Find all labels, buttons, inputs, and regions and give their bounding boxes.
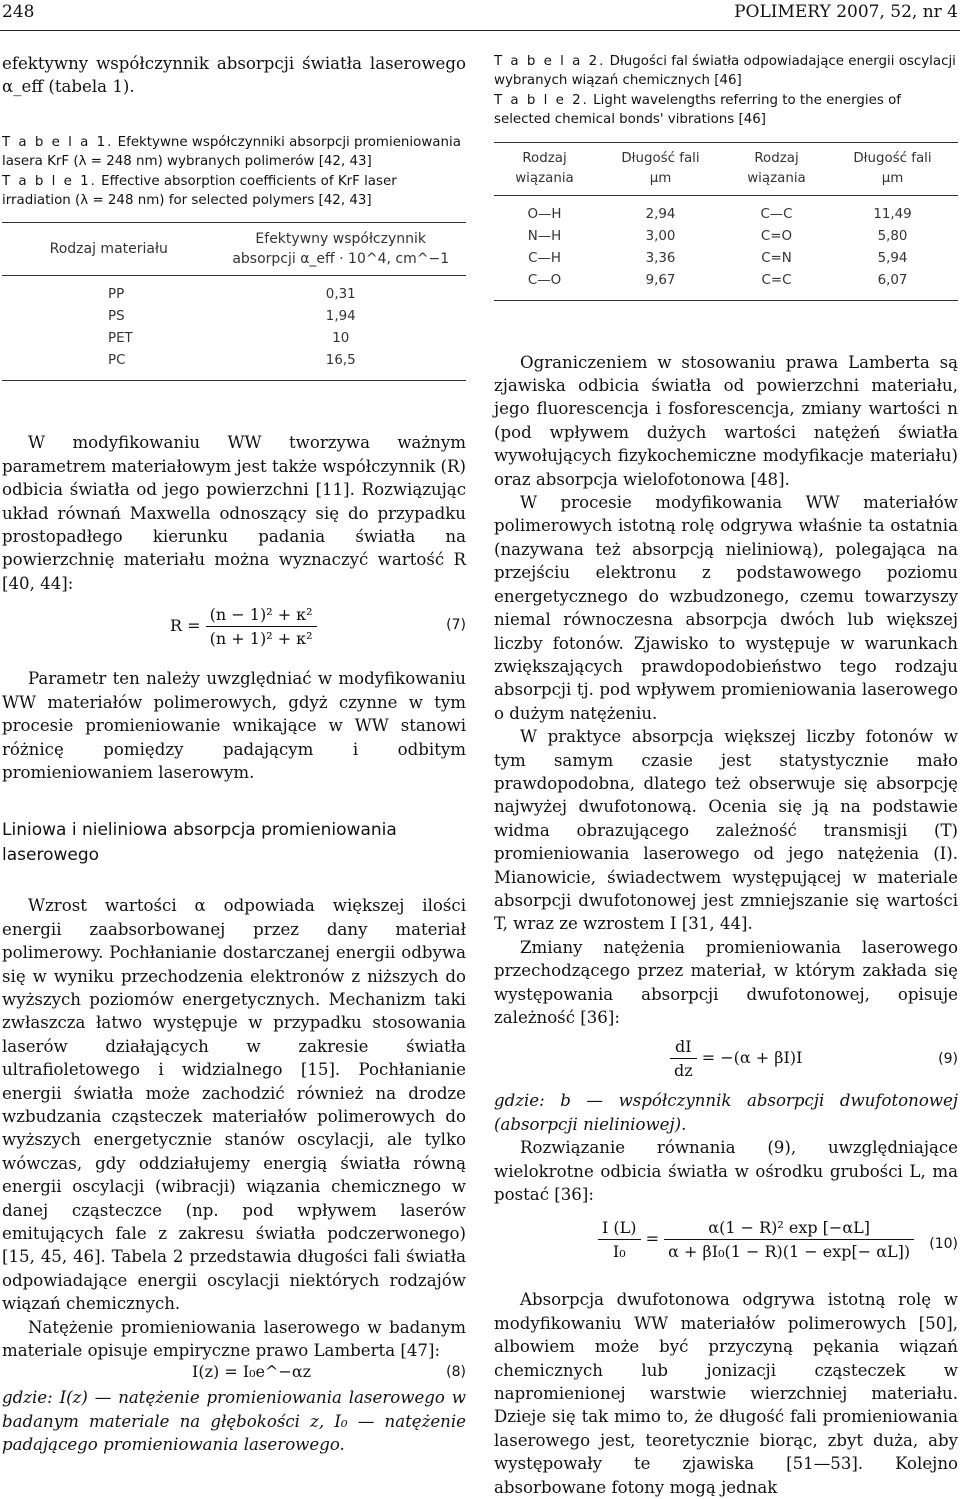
equation-8: I(z) = I₀e^−αz (8) bbox=[192, 1362, 466, 1382]
table1-label-en: T a b l e 1. bbox=[2, 173, 97, 189]
table2-header: Długość fali μm bbox=[827, 142, 958, 195]
table-row: PET 10 bbox=[108, 331, 350, 347]
paragraph: Rozwiązanie równania (9), uwzględniające wielokrotne odbicia światła w ośrodku grubości L, ma postać [36]: bbox=[494, 1138, 958, 1205]
paragraph: Parametr ten należy uwzględniać w modyfikowaniu WW materiałów polimerowych, gdyż czynne w tym procesie promieniowanie wnikające w WW stanowi różnicę pomiędzy padającym i odbitym promieniowaniem laserowym. bbox=[2, 669, 466, 782]
equation-number: (7) bbox=[446, 617, 466, 634]
page-number: 248 bbox=[2, 2, 35, 22]
table2-label-pl: T a b e l a 2. bbox=[494, 54, 606, 69]
section-title: Liniowa i nieliniowa absorpcja promieniowania laserowego bbox=[2, 820, 397, 866]
equation-7: R = $\frac{\text{(n − 1)² + κ²}}{\text{(n + 1)² + κ²}}$ (7) bbox=[170, 605, 466, 649]
table1 bbox=[2, 222, 466, 381]
table-row: O—H 2,94 C—C 11,49 bbox=[527, 206, 912, 222]
table2-header: Rodzaj wiązania bbox=[494, 142, 595, 195]
table1-caption bbox=[2, 133, 466, 211]
page-header bbox=[0, 0, 960, 31]
equation-9: $\frac{dI}{dz}$ = −(α + βI)I (9) bbox=[494, 1035, 958, 1089]
equation-number: (8) bbox=[446, 1364, 466, 1381]
equation-number: (10) bbox=[929, 1236, 958, 1253]
right-column bbox=[494, 52, 958, 1499]
table-row: PP 0,31 bbox=[108, 287, 356, 303]
paragraph: Natężenie promieniowania laserowego w badanym materiale opisuje empiryczne prawo Lamberta [47]: bbox=[2, 1317, 466, 1361]
table1-header-material: Rodzaj materiału bbox=[2, 223, 215, 276]
left-column bbox=[2, 52, 466, 1457]
table-row: PS 1,94 bbox=[108, 309, 356, 325]
table-row: PC 16,5 bbox=[2, 350, 466, 381]
table2-caption bbox=[494, 52, 958, 130]
intro-text: efektywny współczynnik absorpcji światła laserowego α_eff (tabela 1). bbox=[2, 54, 466, 97]
table-row: C—O 9,67 C=C 6,07 bbox=[494, 270, 958, 301]
table1-caption-en: Effective absorption coefficients of KrF laser irradiation (λ = 248 nm) for selected polymers [42, 43] bbox=[2, 173, 397, 209]
table-row: N—H 3,00 C=O 5,80 bbox=[527, 228, 908, 244]
paragraph: W praktyce absorpcja większej liczby fotonów w tym samym czasie jest statystycznie mało prawdopodobna, dlatego też obserwuje się absorpcję najwyżej dwufotonową. Ocenia się ją na podstawie widma obrazującego zależność transmisji (T) promieniowania laserowego od jego natężenia (I). Mianowicie, świadectwem występującej w materiale absorpcji dwufotonowej jest zmniejszanie się wartości T, wraz ze wzrostem I [31, 44]. bbox=[494, 727, 958, 934]
equation-10: $\frac{I (L)}{\text{I₀}}$ = $\frac{\text{α(1 − R)² exp [−αL]}}{\text{α + βI₀(1 − R)(1 − exp[− αL])}}$ (10) bbox=[494, 1214, 958, 1280]
paragraph: W modyfikowaniu WW tworzywa ważnym parametrem materiałowym jest także współczynnik (R) odbicia światła od jego powierzchni [11]. Rozwiązując układ równań Maxwella odnoszący się do przypadku prostopadłego kierunku padania światła na powierzchnię materiału można wyznaczyć wartość R [40, 44]: bbox=[2, 433, 466, 593]
paragraph: Wzrost wartości α odpowiada większej ilości energii zaabsorbowanej przez dany materiał polimerowy. Pochłanianie dostarczanej energii odbywa się w wyniku przechodzenia elektronów z niższych do wyższych poziomów energetycznych. Mechanizm taki zwłaszcza łatwo występuje w przypadku stosowania laserów działających w zakresie światła ultrafioletowego i widzialnego [15]. Pochłanianie energii światła może zachodzić również na drodze wzbudzania cząsteczek materiałów polimerowych do wyższych energetycznie stanów oscylacji, ale tylko wówczas, gdy oddziałujemy energią światła równą energii oscylacji (wibracji) wiązania chemicznego w danej cząsteczce (np. pod wpływem laserów emitujących fale z zakresu światła podczerwonego) [15, 45, 46]. Tabela 2 przedstawia długości fali światła odpowiadające energii oscylacji niektórych rodzajów wiązań chemicznych. bbox=[2, 896, 466, 1314]
table2-header: Rodzaj wiązania bbox=[726, 142, 827, 195]
table1-header-coefficient: Efektywny współczynnik absorpcji α_eff · 10^4, cm^−1 bbox=[215, 223, 466, 276]
table2 bbox=[494, 142, 958, 301]
table1-label-pl: T a b e l a 1. bbox=[2, 134, 114, 150]
paragraph: W procesie modyfikowania WW materiałów polimerowych istotną rolę odgrywa właśnie ta ostatnia (nazywana też absorpcją nieliniową), polegająca na przejściu elektronu z podstawowego poziomu energetycznego do wzbudzonego, czemu towarzyszy niemal równoczesna absorpcja dwóch lub większej liczby fotonów. Zjawisko to występuje w warunkach zwiększających prawdopodobieństwo tego rodzaju absorpcji tj. pod wpływem promieniowania laserowego o dużym natężeniu. bbox=[494, 493, 958, 723]
paragraph: Ograniczeniem w stosowaniu prawa Lamberta są zjawiska odbicia światła od powierzchni materiału, jego fluorescencja i fosforescencja, zmiany wartości n (pod wpływem dużych wartości natężeń światła wywołujących fizykochemiczne modyfikacje materiału) oraz absorpcja wielofotonowa [48]. bbox=[494, 352, 958, 489]
where-text: gdzie: b — współczynnik absorpcji dwufotonowej (absorpcji nieliniowej). bbox=[494, 1091, 958, 1134]
table2-label-en: T a b l e 2. bbox=[494, 92, 589, 108]
table2-caption-pl: Długości fal światła odpowiadające energii oscylacji wybranych wiązań chemicznych [46] bbox=[494, 54, 956, 89]
paragraph: Absorpcja dwufotonowa odgrywa istotną rolę w modyfikowaniu WW materiałów polimerowych [50], albowiem może być przyczyną pękania wiązań chemicznych lub jonizacji cząsteczek w napromienionej warstwie wierzchniej materiału. Dzieje się tak mimo to, że długość fali promieniowania laserowego jest, teoretycznie biorąc, zbyt duża, aby występowały te zjawiska [51—53]. Kolejno absorbowane fotony mogą jednak bbox=[494, 1290, 958, 1497]
paragraph: Zmiany natężenia promieniowania laserowego przechodzącego przez materiał, w którym zakłada się występowania absorpcji dwufotonowej, opisuje zależność [36]: bbox=[494, 937, 958, 1027]
table1-caption-pl: Efektywne współczynniki absorpcji promieniowania lasera KrF (λ = 248 nm) wybranych polimerów [42, 43] bbox=[2, 134, 461, 170]
table2-header: Długość fali μm bbox=[595, 142, 726, 195]
equation-number: (9) bbox=[938, 1051, 958, 1068]
table-row: C—H 3,36 C=N 5,94 bbox=[528, 250, 908, 266]
table2-caption-en: Light wavelengths referring to the energies of selected chemical bonds' vibrations [46] bbox=[494, 92, 901, 128]
journal-title: POLIMERY 2007, 52, nr 4 bbox=[734, 2, 958, 22]
where-text: gdzie: I(z) — natężenie promieniowania laserowego w badanym materiale na głębokości z, I₀ — natężenie padającego promieniowania laserowego. bbox=[2, 1388, 466, 1455]
